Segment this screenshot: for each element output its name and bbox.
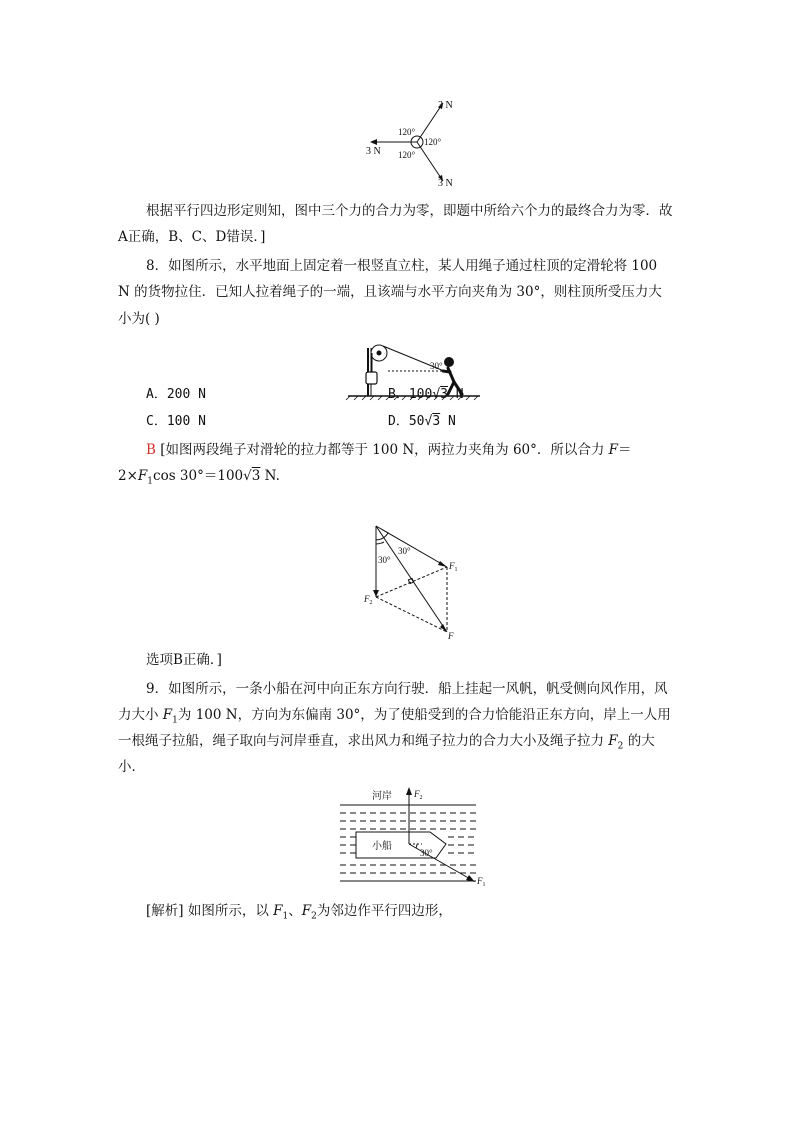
q9-F1-sub: 1: [172, 715, 178, 726]
sol-F1: F: [273, 903, 283, 919]
sol-F2-sub: 2: [311, 911, 317, 922]
fig3-angle-b: 30°: [378, 555, 391, 565]
ans8-line2: [118, 467, 280, 491]
q9-line2: [118, 706, 671, 730]
fig4-boat: 小船: [372, 841, 392, 852]
ans8-end: 选项B正确．]: [146, 652, 222, 668]
answer-letter: B: [146, 442, 156, 458]
fig3-F: F: [448, 631, 454, 641]
sol-sep: 、: [288, 903, 302, 919]
q8-line1: 8．如图所示，水平地面上固定着一根竖直立柱，某人用绳子通过柱顶的定滑轮将 100: [146, 258, 658, 274]
boat-river-figure: [338, 786, 498, 890]
fig4-F2: $F_2$: [414, 789, 423, 801]
q8-line3: 小为( ): [118, 311, 160, 327]
option-a[interactable]: A．200 N: [146, 387, 206, 402]
solution-text-b: 为邻边作平行四边形，: [316, 903, 452, 919]
force-parallelogram-figure: [362, 523, 462, 641]
sqrt-icon: √: [432, 387, 441, 402]
q8-line2: N 的货物拉住．已知人拉着绳子的一端，且该端与水平方向夹角为 30°，则柱顶所受压力大: [118, 284, 662, 300]
q9-F2-sub: 2: [617, 741, 624, 752]
fig3-angle-a: 30°: [398, 546, 411, 556]
fig4-angle: 30°: [420, 848, 433, 858]
fig1-label-left: 3 N: [366, 146, 381, 157]
fig4-bank: 河岸: [372, 791, 392, 802]
ans8-text2b: cos 30°＝100: [153, 468, 244, 484]
q9-text2b: 为 100 N，方向为东偏南 30°，为了使船受到的合力恰能沿正东方向，岸上一人用: [177, 707, 671, 723]
option-b-radicand: 3: [440, 387, 448, 402]
ans8-line1: [146, 441, 632, 459]
option-d[interactable]: [388, 413, 456, 431]
option-b-value: B．100: [388, 387, 433, 402]
fig4-F1: $F_1$: [477, 876, 486, 888]
pulley-angle-label: 30°: [430, 361, 443, 371]
ans8-eq: ＝: [618, 442, 632, 458]
q9-F2: F: [608, 733, 618, 749]
option-d-value: D．50: [388, 414, 425, 429]
ans8-text2a: 2×: [118, 468, 138, 484]
fig1-label-top: 3 N: [438, 100, 453, 111]
q9-text2a: 力大小: [118, 707, 163, 723]
fig3-F1: $F_1$: [449, 561, 458, 573]
ans8-text1: [如图两段绳子对滑轮的拉力都等于 100 N，两拉力夹角为 60°．所以合力: [160, 442, 609, 458]
q9-text3b: 的大: [623, 733, 655, 749]
ans8-F1: F: [137, 468, 148, 484]
option-b-unit: N: [447, 387, 464, 402]
sqrt-icon: √: [424, 414, 433, 429]
ans8-F1-sub: 1: [147, 476, 154, 487]
p1-line2: A正确，B、C、D错误．]: [118, 229, 266, 245]
option-d-radicand: 3: [432, 414, 441, 429]
q9-F1: F: [162, 707, 173, 723]
q9-text3a: 一根绳子拉船，绳子取向与河岸垂直，求出风力和绳子拉力的合力大小及绳子拉力: [118, 733, 609, 749]
option-c[interactable]: C．100 N: [146, 414, 206, 429]
ans8-text2c: N.: [260, 468, 280, 484]
fig1-angle-bottom: 120°: [398, 150, 416, 160]
sqrt-icon: √: [243, 468, 252, 484]
p1-line1: 根据平行四边形定则知，图中三个力的合力为零，即题中所给六个力的最终合力为零．故: [146, 203, 673, 219]
ans8-F: F: [608, 442, 619, 458]
solution-line: [146, 902, 452, 926]
fig1-label-bottom: 3 N: [438, 178, 453, 189]
solution-tag: [解析]: [146, 903, 184, 919]
solution-text-a: 如图所示，以: [183, 903, 274, 919]
fig3-F2: $F_2$: [364, 594, 373, 606]
ans8-radicand: 3: [251, 468, 261, 484]
sol-F1-sub: 1: [282, 911, 289, 922]
q9-line4: 小．: [118, 759, 145, 775]
fig1-angle-top: 120°: [398, 127, 416, 137]
option-b[interactable]: [388, 386, 464, 404]
q9-line3: [118, 732, 655, 756]
q9-line1: 9．如图所示，一条小船在河中向正东方向行驶．船上挂起一风帆，帆受侧向风作用，风: [146, 681, 668, 697]
three-forces-figure: [360, 95, 470, 190]
fig1-angle-right: 120°: [424, 137, 442, 147]
sol-F2: F: [301, 903, 312, 919]
option-d-unit: N: [440, 414, 456, 429]
